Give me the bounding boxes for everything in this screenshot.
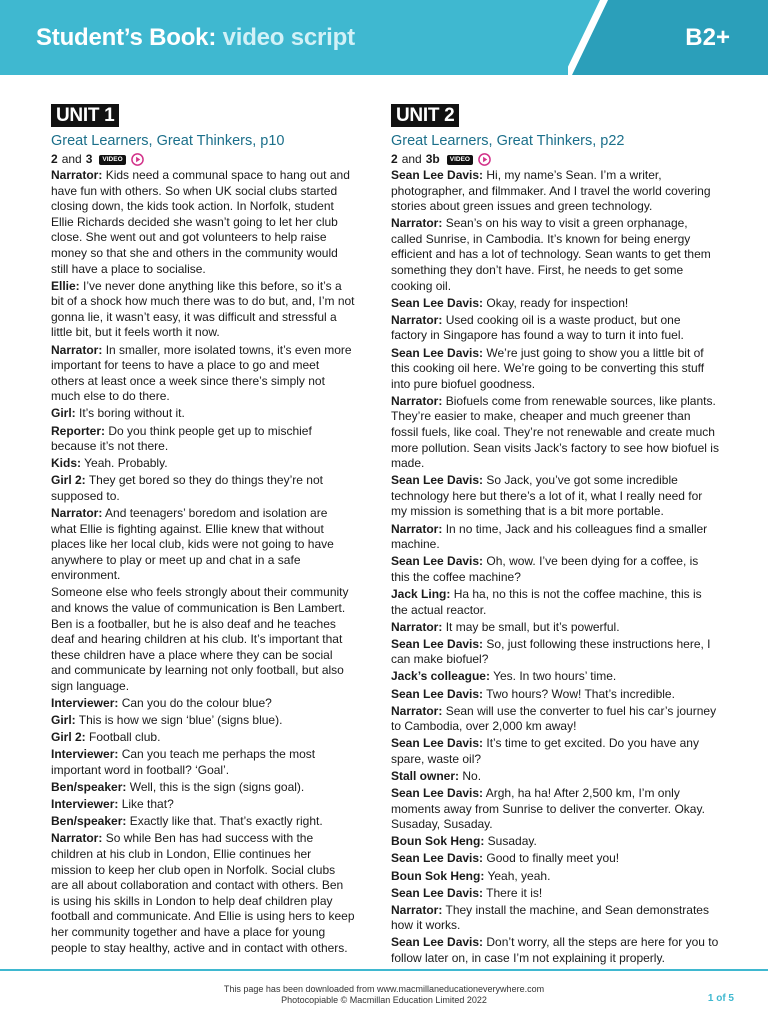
dialogue-text: Hi, my name’s Sean. I’m a writer, photographer, and filmmaker. And I travel the world covering stories about green issues and green technology. [391,168,711,214]
script-line [51,406,355,422]
dialogue-text: Like that? [121,797,174,812]
speaker-name: Narrator: [51,831,103,846]
script-line [51,730,355,746]
dialogue-text: Kids need a communal space to hang out and have fun with others. So when UK social clubs started closing down, the kids took action. In Norfolk, student Ellie Richards decided she wasn’t going to let her club close. She went out and got volunteers to help raise money so that she and others in the community would still have a place to socialise. [51,168,350,276]
dialogue-text: Yes. In two hours’ time. [493,669,617,684]
exercise-ref [51,152,355,167]
speaker-name: Jack Ling: [391,586,451,601]
script-line [391,935,719,966]
speaker-name: Narrator: [391,703,443,718]
script-line [391,313,719,344]
speaker-name: Narrator: [391,619,443,634]
dialogue-text: It’s boring without it. [79,406,185,421]
script-line [51,473,355,504]
speaker-name: Girl 2: [51,473,86,488]
dialogue-text: So, just following these instructions here, I can make biofuel? [391,636,711,667]
dialogue-text: Don’t worry, all the steps are here for you to follow later on, in case I’m not explaining it properly. [391,935,719,965]
dialogue-text: Well, this is the sign (signs goal). [129,780,305,795]
script-line [391,620,719,636]
speaker-name: Ben/speaker: [51,780,127,795]
dialogue-text: There it is! [486,885,543,900]
page-header [0,0,768,75]
script-line [391,296,719,312]
script-line [391,168,719,215]
dialogue-text: Argh, ha ha! After 2,500 km, I’m only moments away from Sunrise to deliver the converter. Okay. Susaday, Susaday. [391,786,705,832]
dialogue-text: Can you do the colour blue? [121,696,272,711]
script-line [391,769,719,785]
unit-2-column [391,104,719,968]
dialogue-text: We’re just going to show you a little bit of this cooking oil here. We’re going to be converting this stuff into pure biofuel goodness. [391,345,705,391]
speaker-name: Sean Lee Davis: [391,554,484,569]
level-badge: B2+ [685,24,730,51]
dialogue-text: Two hours? Wow! That’s incredible. [486,686,675,701]
dialogue-text: Someone else who feels strongly about their community and knows the value of communication is Ben Lambert. Ben is a footballer, but he is also deaf and he teaches deaf and hearing children at his club. It’s important that these children have a place where they can be social and communicate by learning not only football, but also sign language. [51,585,349,693]
script-line [391,669,719,685]
dialogue-text: Exactly like that. That’s exactly right. [129,814,323,829]
speaker-name: Sean Lee Davis: [391,736,484,751]
dialogue-text: And teenagers’ boredom and isolation are what Ellie is fighting against. Ellie knew that without places like her local club, kids were not going to have anywhere to play or meet up and chat in a safe environment. [51,505,334,583]
script-line [51,713,355,729]
speaker-name: Sean Lee Davis: [391,786,484,801]
script-line [391,554,719,585]
speaker-name: Sean Lee Davis: [391,473,484,488]
unit-1-column [51,104,355,958]
script-line [391,687,719,703]
dialogue-text: So while Ben has had success with the children at his club in London, Ellie continues her mission to keep her club open in Norfolk. Social clubs are all about collaboration and contact with others. Ben is using his skills in London to help deaf children play football and communicate. And Ellie is using hers to keep her community together and have a place for young people to stay healthy, active and in contact with others. [51,831,355,955]
speaker-name: Reporter: [51,423,106,438]
dialogue-text: Oh, wow. I’ve been dying for a coffee, is this the coffee machine? [391,554,699,584]
speaker-name: Boun Sok Heng: [391,868,485,883]
script-line [51,585,355,694]
script-line [51,696,355,712]
dialogue-text: Can you teach me perhaps the most important word in football? ‘Goal’. [51,747,316,777]
footer-divider [0,969,768,971]
speaker-name: Narrator: [51,168,103,182]
dialogue-text: Good to finally meet you! [486,851,620,866]
script-line [391,704,719,735]
speaker-name: Narrator: [391,216,443,231]
script-line [51,456,355,472]
script-line [391,903,719,934]
script-line [391,869,719,885]
script-line [51,343,355,405]
speaker-name: Narrator: [391,393,443,408]
dialogue-text: Susaday. [487,834,537,849]
speaker-name: Ellie: [51,278,80,293]
script-line [391,216,719,294]
script-body [391,168,719,967]
dialogue-text: They install the machine, and Sean demonstrates how it works. [391,902,709,933]
dialogue-text: So Jack, you’ve got some incredible technology here but there’s a lot of it, what I really need for my mission is something that is a bit more portable. [391,473,703,519]
title-main: Student’s Book: [36,24,217,51]
speaker-name: Girl: [51,713,76,728]
speaker-name: Sean Lee Davis: [391,295,484,310]
dialogue-text: Sean will use the converter to fuel his car’s journey to Cambodia, over 2,000 km away! [391,703,717,734]
script-line [391,834,719,850]
header-band-shape [568,0,768,75]
script-line [391,346,719,393]
dialogue-text: Sean’s on his way to visit a green orphanage, called Sunrise, in Cambodia. It’s known for being energy efficient and has a lot of technology. Sean wants to get them something they don’t have. First, he needs to get some cooking oil. [391,216,711,293]
script-line [391,587,719,618]
script-line [51,279,355,341]
dialogue-text: Yeah. Probably. [84,456,168,471]
dialogue-text: Used cooking oil is a waste product, but one factory in Singapore has found a way to turn it into fuel. [391,312,684,343]
speaker-name: Girl 2: [51,730,86,745]
speaker-name: Interviewer: [51,797,119,812]
dialogue-text: This is how we sign ‘blue’ (signs blue). [78,713,283,728]
dialogue-text: In smaller, more isolated towns, it’s even more important for teens to have a place to go and meet others at least once a week since there’s simply not much else to do there. [51,342,352,404]
script-line [391,637,719,668]
script-body [51,168,355,956]
speaker-name: Ben/speaker: [51,814,127,829]
speaker-name: Stall owner: [391,768,460,783]
exercise-number: 2 [51,152,58,166]
exercise-number: 3 [85,152,93,166]
unit-badge: UNIT 2 [391,104,459,127]
video-badge: VIDEO [99,155,125,165]
section-title: Great Learners, Great Thinkers, p10 [51,133,285,149]
dialogue-text: In no time, Jack and his colleagues find a smaller machine. [391,521,708,552]
dialogue-text: Do you think people get up to mischief because it’s not there. [51,423,312,454]
script-line [51,506,355,584]
script-line [51,831,355,956]
speaker-name: Sean Lee Davis: [391,851,484,866]
dialogue-text: No. [462,768,482,783]
speaker-name: Sean Lee Davis: [391,935,484,950]
speaker-name: Jack’s colleague: [391,669,490,684]
speaker-name: Narrator: [391,521,443,536]
page-title [36,24,355,52]
dialogue-text: Ha ha, no this is not the coffee machine, this is the actual reactor. [391,586,702,617]
script-line [391,851,719,867]
exercise-ref [391,152,719,167]
video-play-icon [478,153,491,166]
script-line [391,886,719,902]
video-badge: VIDEO [447,155,473,165]
exercise-and: and [401,152,422,166]
script-line [51,424,355,455]
dialogue-text: Football club. [89,730,161,745]
script-line [391,786,719,833]
speaker-name: Sean Lee Davis: [391,686,484,701]
speaker-name: Interviewer: [51,696,119,711]
speaker-name: Narrator: [391,312,443,327]
exercise-number: 2 [391,152,398,166]
script-line [51,780,355,796]
speaker-name: Narrator: [51,342,103,357]
dialogue-text: Okay, ready for inspection! [486,295,629,310]
speaker-name: Sean Lee Davis: [391,345,484,360]
script-line [391,394,719,472]
script-line [391,522,719,553]
script-line [51,168,355,277]
footer-download-note: This page has been downloaded from www.macmillaneducationeverywhere.com [223,984,545,994]
speaker-name: Sean Lee Davis: [391,885,484,900]
dialogue-text: They get bored so they do things they’re not supposed to. [51,473,323,503]
script-line [51,797,355,813]
script-line [51,814,355,830]
dialogue-text: I’ve never done anything like this before, so it’s a bit of a shock how much there was to do but, and, I’m not gonna lie, it wasn’t easy, it was difficult and stressful a little bit, but it feels worth it now. [51,278,355,340]
page-number: 1 of 5 [707,993,734,1004]
speaker-name: Sean Lee Davis: [391,168,484,182]
section-title: Great Learners, Great Thinkers, p22 [391,133,625,149]
dialogue-text: It’s time to get excited. Do you have any spare, waste oil? [391,736,699,766]
dialogue-text: Yeah, yeah. [487,868,551,883]
speaker-name: Interviewer: [51,747,119,762]
speaker-name: Boun Sok Heng: [391,834,485,849]
speaker-name: Kids: [51,456,81,471]
title-sub: video script [222,24,355,51]
footer-copyright: Photocopiable © Macmillan Education Limited 2022 [281,995,487,1005]
speaker-name: Narrator: [51,505,103,520]
script-line [51,747,355,778]
speaker-name: Sean Lee Davis: [391,636,484,651]
speaker-name: Narrator: [391,902,443,917]
dialogue-text: It may be small, but it’s powerful. [445,619,620,634]
video-play-icon [131,153,144,166]
dialogue-text: Biofuels come from renewable sources, like plants. They’re easier to make, cheaper and much greener than fossil fuels, like coal. They’re not renewable and create much more pollution. Sean visits Jack’s factory to see how biofuel is made. [391,393,719,471]
script-line [391,473,719,520]
exercise-number: 3b [425,152,440,166]
exercise-and: and [61,152,82,166]
unit-badge: UNIT 1 [51,104,119,127]
speaker-name: Girl: [51,406,76,421]
script-line [391,736,719,767]
